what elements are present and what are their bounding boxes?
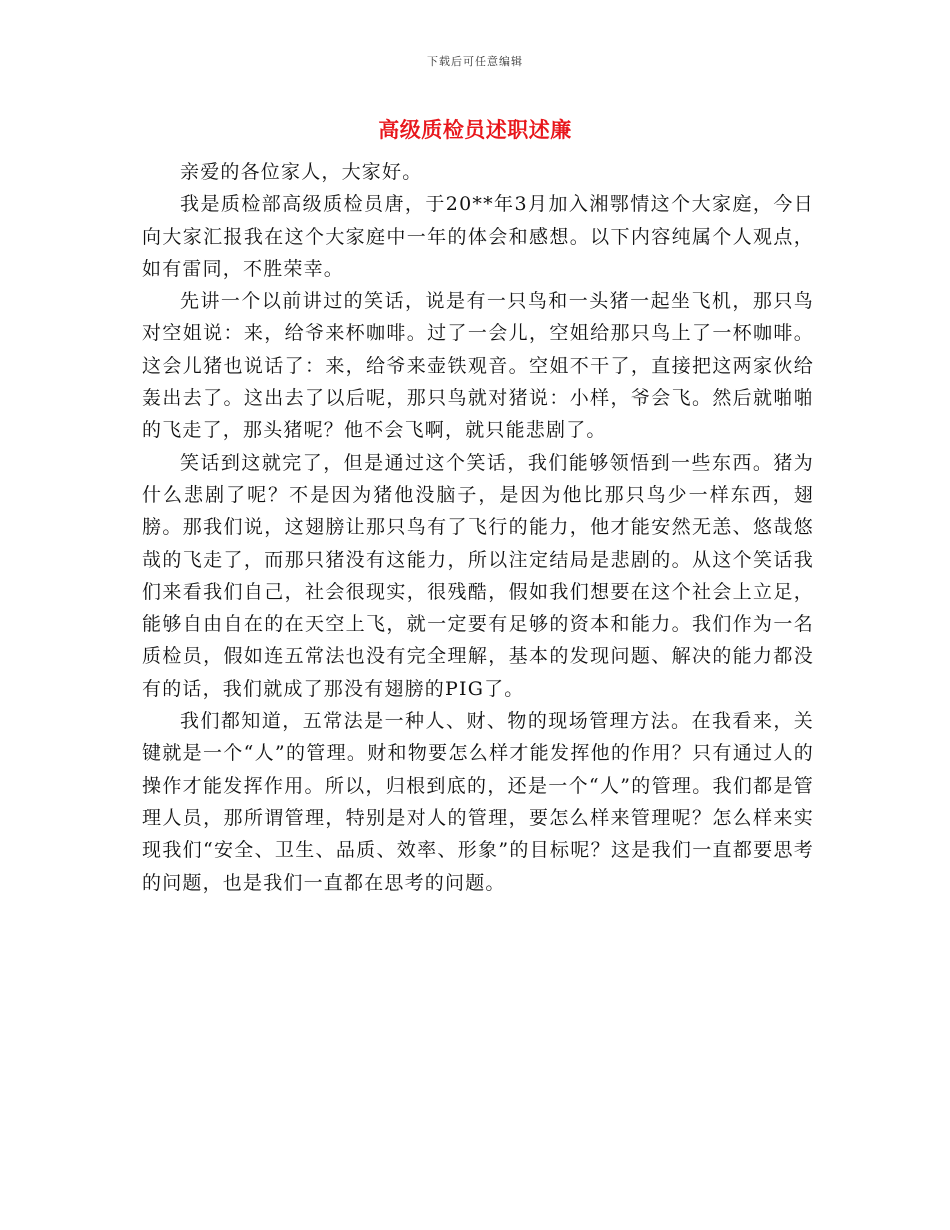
document-body <box>142 156 814 899</box>
document-title: 高级质检员述职述廉 <box>378 118 572 142</box>
paragraph-joke: 先讲一个以前讲过的笑话，说是有一只鸟和一头猪一起坐飞机，那只鸟对空姐说：来，给爷来杯咖啡。过了一会儿，空姐给那只鸟上了一杯咖啡。这会儿猪也说话了：来，给爷来壶铁观音。空姐不干了，直接把这两家伙给轰出去了。这出去了以后呢，那只鸟就对猪说：小样，爷会飞。然后就啪啪的飞走了，那头猪呢？他不会飞啊，就只能悲剧了。 <box>142 290 814 442</box>
paragraph-greeting: 亲爱的各位家人，大家好。 <box>180 161 423 183</box>
paragraph-five-methods: 我们都知道，五常法是一种人、财、物的现场管理方法。在我看来，关键就是一个“人”的管理。财和物要怎么样才能发挥他的作用？只有通过人的操作才能发挥作用。所以，归根到底的，还是一个“人”的管理。我们都是管理人员，那所谓管理，特别是对人的管理，要怎么样来管理呢？怎么样来实现我们“安全、卫生、品质、效率、形象”的目标呢？这是我们一直都要思考的问题，也是我们一直都在思考的问题。 <box>142 710 814 894</box>
header-note: 下载后可任意编辑 <box>427 55 523 68</box>
paragraph-introduction: 我是质检部高级质检员唐，于20**年3月加入湘鄂情这个大家庭，今日向大家汇报我在这个大家庭中一年的体会和感想。以下内容纯属个人观点，如有雷同，不胜荣幸。 <box>142 193 814 280</box>
paragraph-joke-lesson: 笑话到这就完了，但是通过这个笑话，我们能够领悟到一些东西。猪为什么悲剧了呢？不是因为猪他没脑子，是因为他比那只鸟少一样东西，翅膀。那我们说，这翅膀让那只鸟有了飞行的能力，他才能安然无恙、悠哉悠哉的飞走了，而那只猪没有这能力，所以注定结局是悲剧的。从这个笑话我们来看我们自己，社会很现实，很残酷，假如我们想要在这个社会上立足，能够自由自在的在天空上飞，就一定要有足够的资本和能力。我们作为一名质检员，假如连五常法也没有完全理解，基本的发现问题、解决的能力都没有的话，我们就成了那没有翅膀的PIG了。 <box>142 451 814 700</box>
